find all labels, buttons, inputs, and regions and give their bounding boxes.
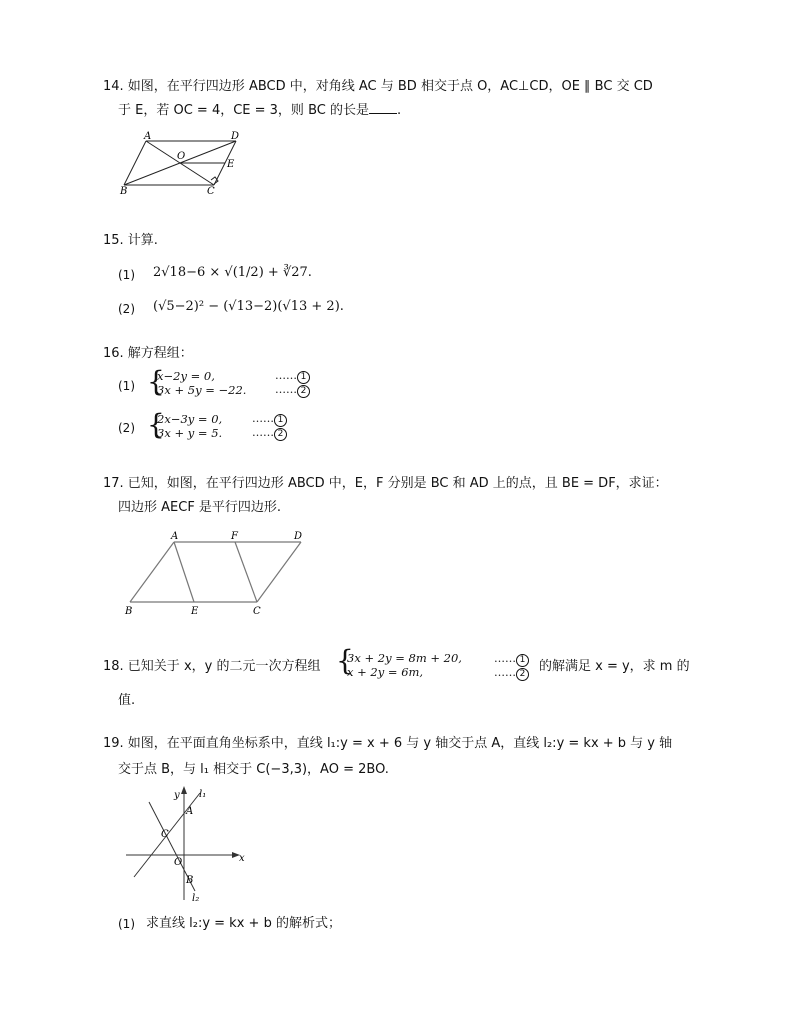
q16-part2-number: (2) xyxy=(118,421,135,435)
q18-mark1: …… 1 xyxy=(494,651,529,667)
q18-eq2: x + 2y = 6m, xyxy=(347,665,424,679)
q16-part1-eq2: 3x + 5y = −22. xyxy=(157,383,247,397)
q17-line1: 17. 已知，如图，在平行四边形 ABCD 中，E，F 分别是 BC 和 AD 上的点，且 BE = DF，求证： xyxy=(103,476,668,491)
q16-part1-mark1: …… 1 xyxy=(275,368,310,384)
q14-line2-end: . xyxy=(396,103,402,118)
q17-label-d: D xyxy=(294,531,303,542)
q16-circled-2: 2 xyxy=(297,385,310,398)
q18-eq1: 3x + 2y = 8m + 20, xyxy=(347,651,462,665)
q14-label-c: C xyxy=(207,186,215,196)
q16-part1-eq1: x−2y = 0, xyxy=(157,369,215,383)
q16-part1-number: (1) xyxy=(118,379,135,393)
q16-circled-1: 1 xyxy=(297,371,310,384)
q15-part2-number: (2) xyxy=(118,302,135,316)
q14-line2 xyxy=(118,100,401,122)
q19-label-l1: l₁ xyxy=(199,789,207,800)
q14-label-o: O xyxy=(177,151,186,162)
q14-label-a: A xyxy=(144,131,152,142)
q15-part2-expression: (√5−2)² − (√13−2)(√13 + 2). xyxy=(153,299,344,314)
q18-brace: { xyxy=(336,644,354,677)
q14-label-b: B xyxy=(120,186,128,196)
q16-part1-brace: { xyxy=(147,365,165,398)
q18-circled-2: 2 xyxy=(516,668,529,681)
q17-label-e: E xyxy=(191,606,199,616)
q17-label-a: A xyxy=(171,531,179,542)
q16-circled-2b: 2 xyxy=(274,428,287,441)
q16-part1-mark2: …… 2 xyxy=(275,382,310,398)
q18-line1-pre: 18. 已知关于 x，y 的二元一次方程组 xyxy=(103,659,321,674)
q14-line2-text: 于 E，若 OC = 4，CE = 3，则 BC 的长是 xyxy=(118,103,369,118)
q19-label-y: y xyxy=(174,790,180,801)
q19-part1-number: (1) xyxy=(118,917,135,931)
q16-part2-mark2: …… 2 xyxy=(252,425,287,441)
q16-title: 16. 解方程组： xyxy=(103,346,193,361)
q15-title: 15. 计算. xyxy=(103,233,158,248)
q18-line1-post: 的解满足 x = y，求 m 的 xyxy=(539,659,690,674)
q19-label-o: O xyxy=(174,857,183,868)
q14-label-d: D xyxy=(231,131,240,142)
q17-label-f: F xyxy=(231,531,238,542)
q19-part1-text: 求直线 l₂:y = kx + b 的解析式； xyxy=(146,916,341,931)
q19-label-c: C xyxy=(161,829,169,840)
q14-answer-blank xyxy=(369,100,397,114)
q17-segment-ae xyxy=(174,542,194,602)
q14-figure xyxy=(118,130,248,196)
q19-label-l2: l₂ xyxy=(192,893,200,904)
q18-mark2: …… 2 xyxy=(494,665,529,681)
q16-part2-brace: { xyxy=(147,408,165,441)
q17-segment-fc xyxy=(235,542,257,602)
q17-figure xyxy=(120,528,310,616)
q17-side-ab xyxy=(130,542,174,602)
q16-part2-eq1: 2x−3y = 0, xyxy=(157,412,223,426)
q16-part2-eq2: 3x + y = 5. xyxy=(157,426,223,440)
q19-line2: 交于点 B，与 l₁ 相交于 C(−3,3)，AO = 2BO. xyxy=(118,762,389,777)
q18-line2: 值. xyxy=(118,693,136,708)
q15-part1-expression: 2√18−6 × √(1/2) + ∛27. xyxy=(153,265,312,280)
q17-line2: 四边形 AECF 是平行四边形. xyxy=(118,500,282,515)
q17-label-b: B xyxy=(125,606,133,616)
q19-figure xyxy=(122,785,257,907)
q19-label-a: A xyxy=(186,806,194,817)
q14-label-e: E xyxy=(227,159,235,170)
q19-label-x: x xyxy=(239,853,245,864)
q14-line1: 14. 如图，在平行四边形 ABCD 中，对角线 AC 与 BD 相交于点 O，AC⊥CD，OE ∥ BC 交 CD xyxy=(103,79,653,94)
q18-circled-1: 1 xyxy=(516,654,529,667)
q14-side-ab xyxy=(124,141,146,185)
q19-y-axis-arrow xyxy=(181,786,187,794)
q16-circled-1b: 1 xyxy=(274,414,287,427)
q19-line1: 19. 如图，在平面直角坐标系中，直线 l₁:y = x + 6 与 y 轴交于点 A，直线 l₂:y = kx + b 与 y 轴 xyxy=(103,736,673,751)
q19-label-b: B xyxy=(186,875,194,886)
q15-part1-number: (1) xyxy=(118,268,135,282)
q16-part2-mark1: …… 1 xyxy=(252,411,287,427)
q17-label-c: C xyxy=(253,606,261,616)
q17-side-cd xyxy=(257,542,301,602)
